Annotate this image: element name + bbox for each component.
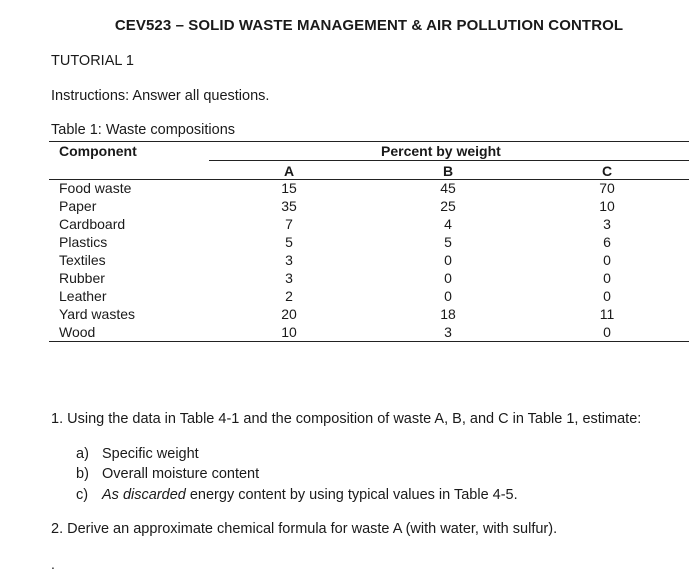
value-a: 35 — [281, 198, 297, 214]
row-name: Textiles — [59, 252, 106, 268]
row-name: Cardboard — [59, 216, 126, 232]
question-1-item-a — [76, 446, 199, 462]
row-name: Rubber — [59, 270, 105, 286]
value-a: 15 — [281, 180, 297, 196]
row-name: Paper — [59, 198, 97, 214]
value-c: 70 — [599, 180, 615, 196]
row-name: Leather — [59, 288, 107, 304]
percent-by-weight-header: Percent by weight — [381, 143, 501, 159]
column-header-b: B — [442, 163, 454, 179]
table-row — [49, 252, 689, 270]
value-a: 2 — [285, 288, 293, 304]
value-b: 45 — [440, 180, 456, 196]
value-b: 3 — [444, 324, 452, 340]
item-text: Overall moisture content — [102, 466, 260, 482]
column-header-a: A — [283, 163, 295, 179]
value-a: 10 — [281, 324, 297, 340]
item-label: b) — [76, 466, 89, 482]
value-c: 0 — [603, 288, 611, 304]
value-c: 11 — [599, 306, 615, 322]
table-row — [49, 180, 689, 198]
item-label: a) — [76, 446, 89, 462]
value-c: 10 — [599, 198, 615, 214]
item-text: energy content by using typical values in Table 4-5. — [185, 487, 518, 503]
table-row — [49, 216, 689, 234]
value-a: 3 — [285, 252, 293, 268]
item-label: c) — [76, 487, 89, 503]
value-b: 0 — [444, 252, 452, 268]
table-row — [49, 270, 689, 288]
value-a: 7 — [285, 216, 293, 232]
value-c: 0 — [603, 324, 611, 340]
table-row — [49, 306, 689, 324]
column-header-c: C — [601, 163, 613, 179]
value-b: 25 — [440, 198, 456, 214]
row-name: Plastics — [59, 234, 108, 250]
tutorial-heading: TUTORIAL 1 — [51, 53, 134, 69]
question-1: 1. Using the data in Table 4-1 and the composition of waste A, B, and C in Table 1, estimate: — [51, 411, 642, 427]
question-2: 2. Derive an approximate chemical formula for waste A (with water, with sulfur). — [51, 521, 558, 537]
table-caption: Table 1: Waste compositions — [51, 122, 236, 138]
row-name: Yard wastes — [59, 306, 135, 322]
group-header-rule — [209, 160, 689, 161]
value-c: 0 — [603, 270, 611, 286]
document-title: CEV523 – SOLID WASTE MANAGEMENT & AIR POLLUTION CONTROL — [114, 17, 624, 34]
trailing-mark: . — [51, 556, 55, 572]
component-header: Component — [59, 143, 137, 159]
value-b: 4 — [444, 216, 452, 232]
value-b: 18 — [440, 306, 456, 322]
question-1-item-b — [76, 466, 259, 482]
table-row — [49, 198, 689, 216]
table-bottom-rule — [49, 341, 689, 342]
value-c: 6 — [603, 234, 611, 250]
item-italic-text: As discarded — [102, 487, 186, 503]
value-a: 20 — [281, 306, 297, 322]
table-top-rule — [49, 141, 689, 142]
value-a: 5 — [285, 234, 293, 250]
item-text: Specific weight — [102, 446, 199, 462]
question-1-item-c — [76, 487, 518, 503]
value-c: 0 — [603, 252, 611, 268]
instructions-text: Instructions: Answer all questions. — [51, 88, 270, 104]
value-c: 3 — [603, 216, 611, 232]
table-row — [49, 234, 689, 252]
row-name: Wood — [59, 324, 96, 340]
row-name: Food waste — [59, 180, 132, 196]
value-a: 3 — [285, 270, 293, 286]
value-b: 5 — [444, 234, 452, 250]
value-b: 0 — [444, 270, 452, 286]
value-b: 0 — [444, 288, 452, 304]
table-row — [49, 324, 689, 342]
table-row — [49, 288, 689, 306]
